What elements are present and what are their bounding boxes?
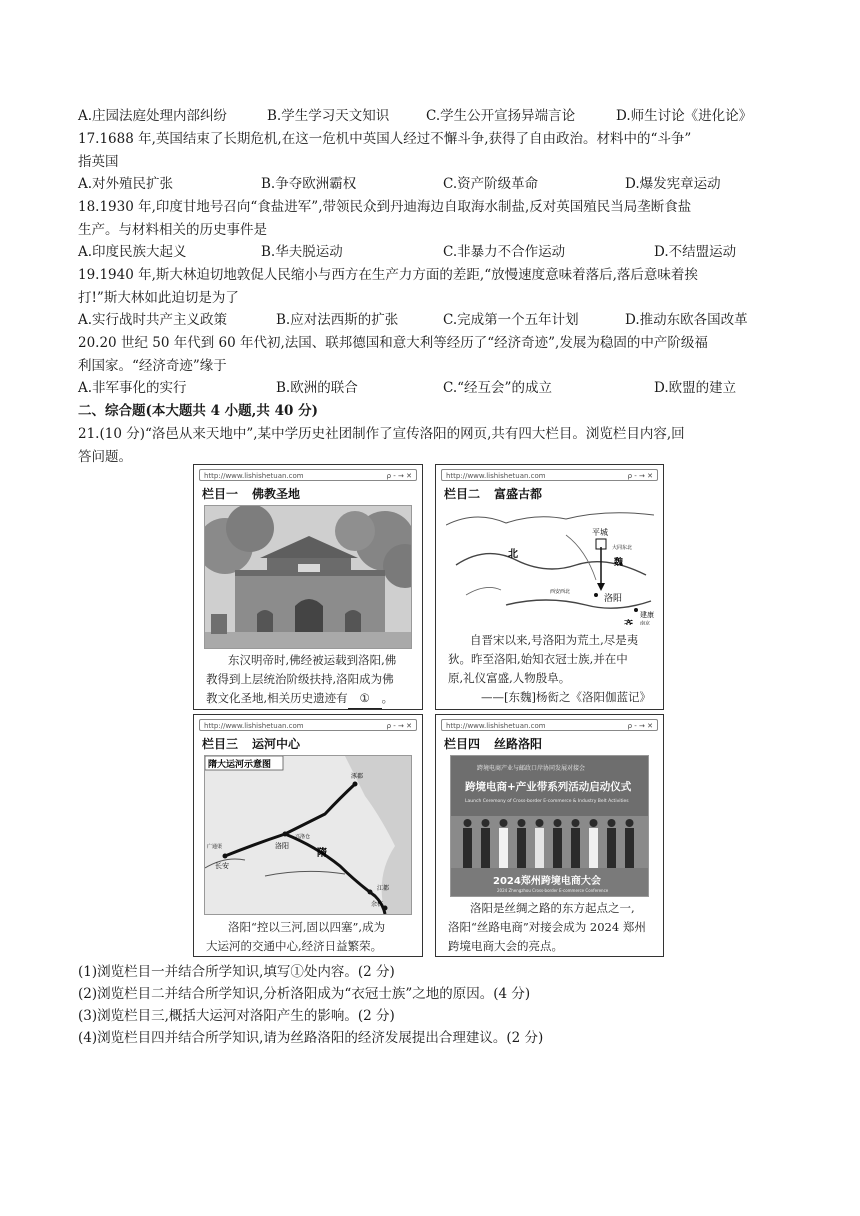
panel-column-4: [435, 714, 664, 957]
banner-top-text: 跨境电商产业与邮政口岸协同发展对接会: [477, 765, 586, 772]
map-label-yuhang: 余杭: [371, 901, 384, 908]
q18-stem-cont: 生产。与材料相关的历史事件是: [78, 222, 267, 238]
q18-option-b: B.华夫脱运动: [261, 244, 343, 260]
q20-option-b: B.欧洲的联合: [276, 380, 358, 396]
url-bar: http://www.lishishetuan.com ρ - → ✕: [441, 469, 658, 481]
q19-stem: 19.1940 年,斯大林迫切地敦促人民缩小与西方在生产力方面的差距,“放慢速度意味着落后,落后意味着挨: [78, 267, 698, 283]
map-label-pingcheng: 平城: [592, 528, 608, 537]
q19-stem-cont: 打!”斯大林如此迫切是为了: [78, 290, 239, 306]
url-bar: http://www.lishishetuan.com ρ - → ✕: [199, 469, 417, 481]
map-label-xian: 西安西北: [550, 589, 571, 595]
q18-option-c: C.非暴力不合作运动: [443, 244, 566, 260]
url-bar: http://www.lishishetuan.com ρ - → ✕: [441, 719, 658, 731]
panel-column-3: [193, 714, 423, 957]
q20-stem-cont: 利国家。“经济奇迹”缘于: [78, 358, 227, 374]
q19-option-b: B.应对法西斯的扩张: [276, 312, 399, 328]
map-title: 隋大运河示意图: [208, 760, 272, 770]
q21-stem: 21.(10 分)“洛邑从来天地中”,某中学历史社团制作了宣传洛阳的网页,共有四大栏目。浏览栏目内容,回: [78, 426, 685, 442]
q17-stem: 17.1688 年,英国结束了长期危机,在这一危机中英国人经过不懈斗争,获得了自由政治。材料中的“斗争”: [78, 131, 692, 147]
q16-option-a: A.庄园法庭处理内部纠纷: [78, 108, 228, 124]
blank-1: ①: [348, 689, 382, 709]
q17-option-d: D.爆发宪章运动: [625, 176, 721, 192]
map-label-sui: 隋: [317, 848, 327, 859]
browser-nav-icons: ρ - → ✕: [386, 472, 412, 480]
ceremony-photo: [450, 755, 649, 897]
q18-option-a: A.印度民族大起义: [78, 244, 187, 260]
panel-caption: 洛阳“控以三河,固以四塞”,成为 大运河的交通中心,经济日益繁荣。: [206, 920, 386, 953]
banner-english-text: Launch Ceremony of Cross-border E-commerce & Industry Belt Activities: [465, 799, 629, 804]
map-label-zhuojun: 涿郡: [351, 773, 364, 780]
browser-nav-icons: ρ - → ✕: [386, 722, 412, 730]
q16-option-c: C.学生公开宣扬异端言论: [426, 108, 576, 124]
map-label-north: 北: [508, 549, 518, 560]
q18-stem: 18.1930 年,印度甘地号召向“食盐进军”,带领民众到丹迪海边自取海水制盐,反对英国殖民当局垄断食盐: [78, 199, 692, 215]
q17-option-a: A.对外殖民扩张: [78, 176, 174, 192]
panel-column-2: [435, 464, 664, 710]
banner-main-text: 跨境电商+产业带系列活动启动仪式: [465, 781, 632, 793]
panel-column-1: [193, 464, 423, 710]
northern-wei-map: [446, 505, 654, 625]
q19-option-c: C.完成第一个五年计划: [443, 312, 579, 328]
browser-nav-icons: ρ - → ✕: [627, 722, 653, 730]
q20-option-d: D.欧盟的建立: [654, 380, 737, 396]
panel-caption: 洛阳是丝绸之路的东方起点之一, 洛阳“丝路电商”对接会成为 2024 郑州 跨境电商大会的亮点。: [448, 901, 646, 953]
q20-stem: 20.20 世纪 50 年代到 60 年代初,法国、联邦德国和意大利等经历了“经济奇迹”,发展为稳固的中产阶级福: [78, 335, 708, 351]
section-heading: 二、综合题(本大题共 4 小题,共 40 分): [78, 403, 318, 419]
panel-title: 栏目一 佛教圣地: [202, 487, 301, 501]
q19-option-a: A.实行战时共产主义政策: [78, 312, 228, 328]
browser-nav-icons: ρ - → ✕: [627, 472, 653, 480]
q18-option-d: D.不结盟运动: [654, 244, 737, 260]
map-label-jiankang: 建康: [640, 611, 654, 619]
map-label-nanjing: 南京: [640, 621, 651, 625]
url-bar: http://www.lishishetuan.com ρ - → ✕: [199, 719, 417, 731]
map-label-luoyang: 洛阳: [604, 594, 623, 604]
panel-caption: 自晋宋以来,号洛阳为荒土,尽是夷 狄。昨至洛阳,始知衣冠士族,并在中 原,礼仪富盛,人物殷阜。 ——[东魏]杨衒之《洛阳伽蓝记》: [448, 631, 653, 707]
sub-question-3: (3)浏览栏目三,概括大运河对洛阳产生的影响。(2 分): [78, 1008, 395, 1024]
panel-title: 栏目三 运河中心: [202, 737, 301, 751]
sub-question-2: (2)浏览栏目二并结合所学知识,分析洛阳成为“衣冠士族”之地的原因。(4 分): [78, 986, 531, 1002]
sub-question-1: (1)浏览栏目一并结合所学知识,填写①处内容。(2 分): [78, 964, 395, 980]
panel-title: 栏目二 富盛古都: [444, 487, 543, 501]
q16-option-b: B.学生学习天文知识: [267, 108, 390, 124]
q16-option-d: D.师生讨论《进化论》: [616, 108, 753, 124]
banner-bottom-text: 2024郑州跨境电商大会: [493, 876, 601, 887]
map-label-wei: 魏: [614, 558, 624, 568]
q17-option-b: B.争夺欧洲霸权: [261, 176, 357, 192]
map-label-changan: 长安: [215, 862, 229, 870]
q17-stem-cont: 指英国: [78, 154, 119, 170]
sub-question-4: (4)浏览栏目四并结合所学知识,请为丝路洛阳的经济发展提出合理建议。(2 分): [78, 1030, 544, 1046]
q19-option-d: D.推动东欧各国改革: [625, 312, 748, 328]
panel-caption: 东汉明帝时,佛经被运载到洛阳,佛 教得到上层统治阶级扶持,洛阳成为佛 教文化圣地,相关历史遗迹有 ① 。: [206, 651, 412, 709]
q20-option-a: A.非军事化的实行: [78, 380, 187, 396]
map-label-datong: 大同东北: [612, 545, 633, 551]
grand-canal-map: [204, 755, 412, 915]
map-label-luoyang: 洛阳: [275, 842, 289, 850]
q20-option-c: C.“经互会”的成立: [443, 380, 552, 396]
q21-stem-cont: 答问题。: [78, 449, 132, 465]
q17-option-c: C.资产阶级革命: [443, 176, 539, 192]
map-label-qi: 齐: [624, 620, 634, 625]
temple-photo: [204, 505, 412, 649]
panel-title: 栏目四 丝路洛阳: [444, 737, 543, 751]
map-label-xingluocang: 兴洛仓: [295, 834, 311, 840]
map-label-jiangdu: 江都: [377, 885, 390, 892]
map-label-guangtong: 广通渠: [207, 844, 223, 850]
quote-source: ——[东魏]杨衒之《洛阳伽蓝记》: [481, 690, 651, 704]
banner-bottom-english: 2024 Zhengzhou Cross-border E-commerce Conference: [497, 888, 609, 893]
